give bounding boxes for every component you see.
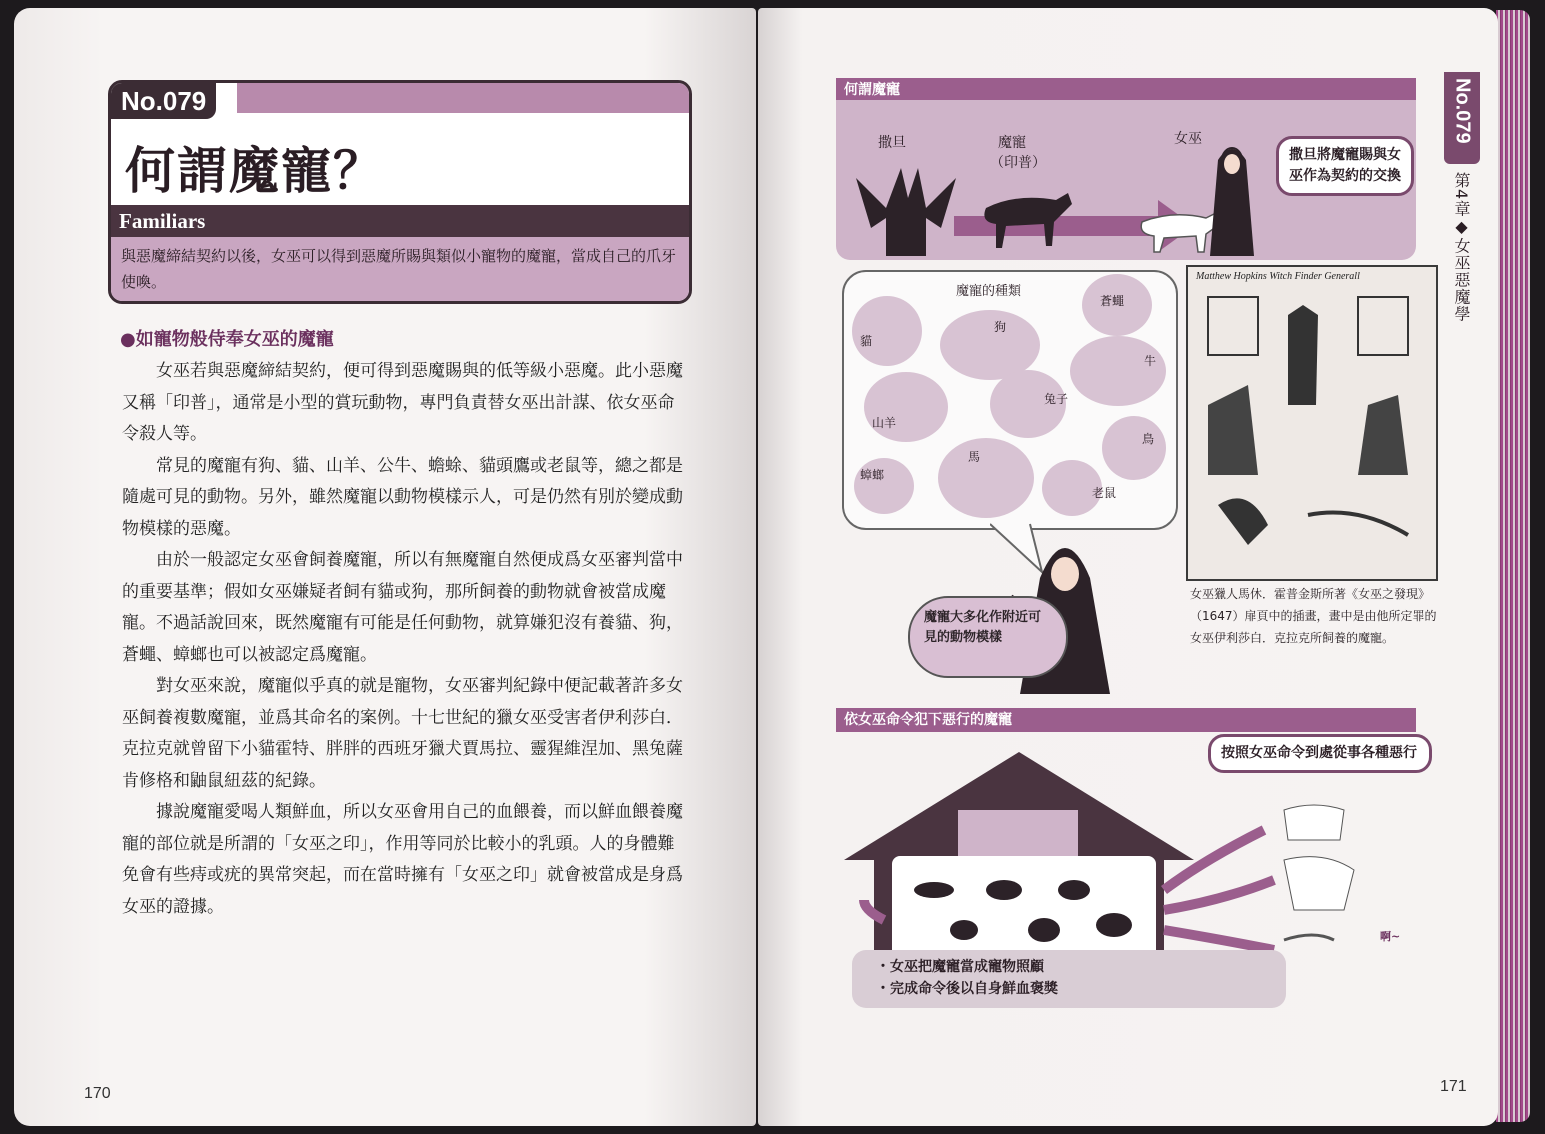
type-label: 鳥 — [1142, 432, 1155, 446]
type-circle — [938, 438, 1034, 518]
witch-label: 女巫 — [1174, 131, 1202, 147]
body-text — [122, 356, 688, 923]
type-label: 牛 — [1144, 354, 1157, 368]
type-label: 老鼠 — [1092, 486, 1117, 500]
woodcut-caption: 女巫獵人馬休．霍普金斯所著《女巫之發現》（1647）扉頁中的插畫，畫中是由他所定罪的女巫伊利莎白．克拉克所飼養的魔寵。 — [1190, 587, 1437, 645]
type-label: 馬 — [968, 450, 981, 464]
type-circle — [864, 372, 948, 442]
type-label: 兔子 — [1044, 392, 1069, 406]
contract-panel — [836, 100, 1416, 260]
summary: 與惡魔締結契約以後，女巫可以得到惡魔所賜與類似小寵物的魔寵，當成自己的爪牙使喚。 — [111, 237, 689, 301]
types-title: 魔寵的種類 — [956, 284, 1022, 299]
familiar-sub-label: （印普） — [990, 155, 1046, 171]
woodcut-illustration — [1188, 285, 1432, 575]
order-callout: 按照女巫命令到處從事各種惡行 — [1208, 734, 1432, 773]
hopkins-woodcut — [1186, 265, 1438, 581]
panel1-heading: 何謂魔寵 — [836, 78, 1416, 102]
paragraph: 據說魔寵愛喝人類鮮血，所以女巫會用自己的血餵養，而以鮮血餵養魔寵的部位就是所謂的「女巫之印」，作用等同於比較小的乳頭。人的身體難免會有些痔或疣的異常突起，而在當時擁有「女巫之印」就會被當成是身爲女巫的證據。 — [122, 802, 683, 917]
type-circle — [852, 296, 922, 366]
familiar-types-bubble — [842, 270, 1178, 530]
page-title: 何謂魔寵？ — [125, 142, 385, 200]
paragraph: 由於一般認定女巫會飼養魔寵，所以有無魔寵自然便成爲女巫審判當中的重要基準；假如女巫嫌疑者飼有貓或狗，那所飼養的動物就會被當成魔寵。不過話說回來，既然魔寵有可能是任何動物，就算嫌犯沒有養貓、狗，蒼蠅、蟑螂也可以被認定爲魔寵。 — [122, 550, 683, 665]
chapter-label: 第4章◆女巫惡魔學 — [1452, 172, 1471, 323]
type-label: 貓 — [860, 334, 873, 348]
type-label: 山羊 — [872, 416, 897, 430]
paragraph: 女巫若與惡魔締結契約，便可得到惡魔賜與的低等級小惡魔。此小惡魔又稱「印普」，通常是小型的賞玩動物，專門負責替女巫出計謀、依女巫命令殺人等。 — [122, 361, 683, 444]
type-circle — [1102, 416, 1166, 480]
contract-illustration — [846, 138, 1276, 258]
satan-label: 撒旦 — [878, 135, 906, 151]
paragraph: 對女巫來說，魔寵似乎真的就是寵物，女巫審判紀錄中便記載著許多女巫飼養複數魔寵，並爲其命名的案例。十七世紀的獵女巫受害者伊利莎白．克拉克就曾留下小貓霍特、胖胖的西班牙獵犬賈馬拉、靈猩維涅加、黑兔薩肯修格和鼬鼠紐茲的紀錄。 — [122, 676, 683, 791]
note-line: ・完成命令後以自身鮮血褒獎 — [876, 981, 1058, 997]
side-tab-label: No.079 — [1451, 78, 1474, 144]
panel2-heading: 依女巫命令犯下惡行的魔寵 — [836, 708, 1416, 732]
title-box — [108, 80, 692, 304]
number-tag: No.079 — [111, 83, 216, 119]
side-number-tab — [1444, 72, 1480, 164]
english-title: Familiars — [111, 205, 689, 237]
page-number-left: 170 — [84, 1085, 111, 1102]
cry-label: 啊~ — [1380, 930, 1401, 943]
type-circle — [1070, 336, 1166, 406]
section-heading: ●如寵物般侍奉女巫的魔寵 — [120, 329, 334, 350]
exchange-callout: 撒旦將魔寵賜與女巫作為契約的交換 — [1276, 136, 1414, 196]
paragraph: 常見的魔寵有狗、貓、山羊、公牛、蟾蜍、貓頭鷹或老鼠等，總之都是隨處可見的動物。另外，雖然魔寵以動物模樣示人，可是仍然有別於變成動物模樣的惡魔。 — [122, 455, 683, 539]
woodcut-title: Matthew Hopkins Witch Finder Generall — [1196, 271, 1360, 282]
witch-speech-bubble: 魔寵大多化作附近可見的動物模樣 — [908, 596, 1068, 678]
house-illustration — [844, 740, 1424, 970]
type-label: 蒼蠅 — [1100, 294, 1125, 308]
note-line: ・女巫把魔寵當成寵物照顧 — [876, 959, 1044, 975]
page-edges — [1496, 10, 1530, 1122]
type-label: 蟑螂 — [860, 468, 885, 482]
familiar-label: 魔寵 — [998, 135, 1026, 151]
summary-note — [852, 950, 1286, 1008]
type-label: 狗 — [994, 320, 1007, 334]
title-strip — [237, 83, 689, 113]
page-number-right: 171 — [1440, 1078, 1467, 1095]
